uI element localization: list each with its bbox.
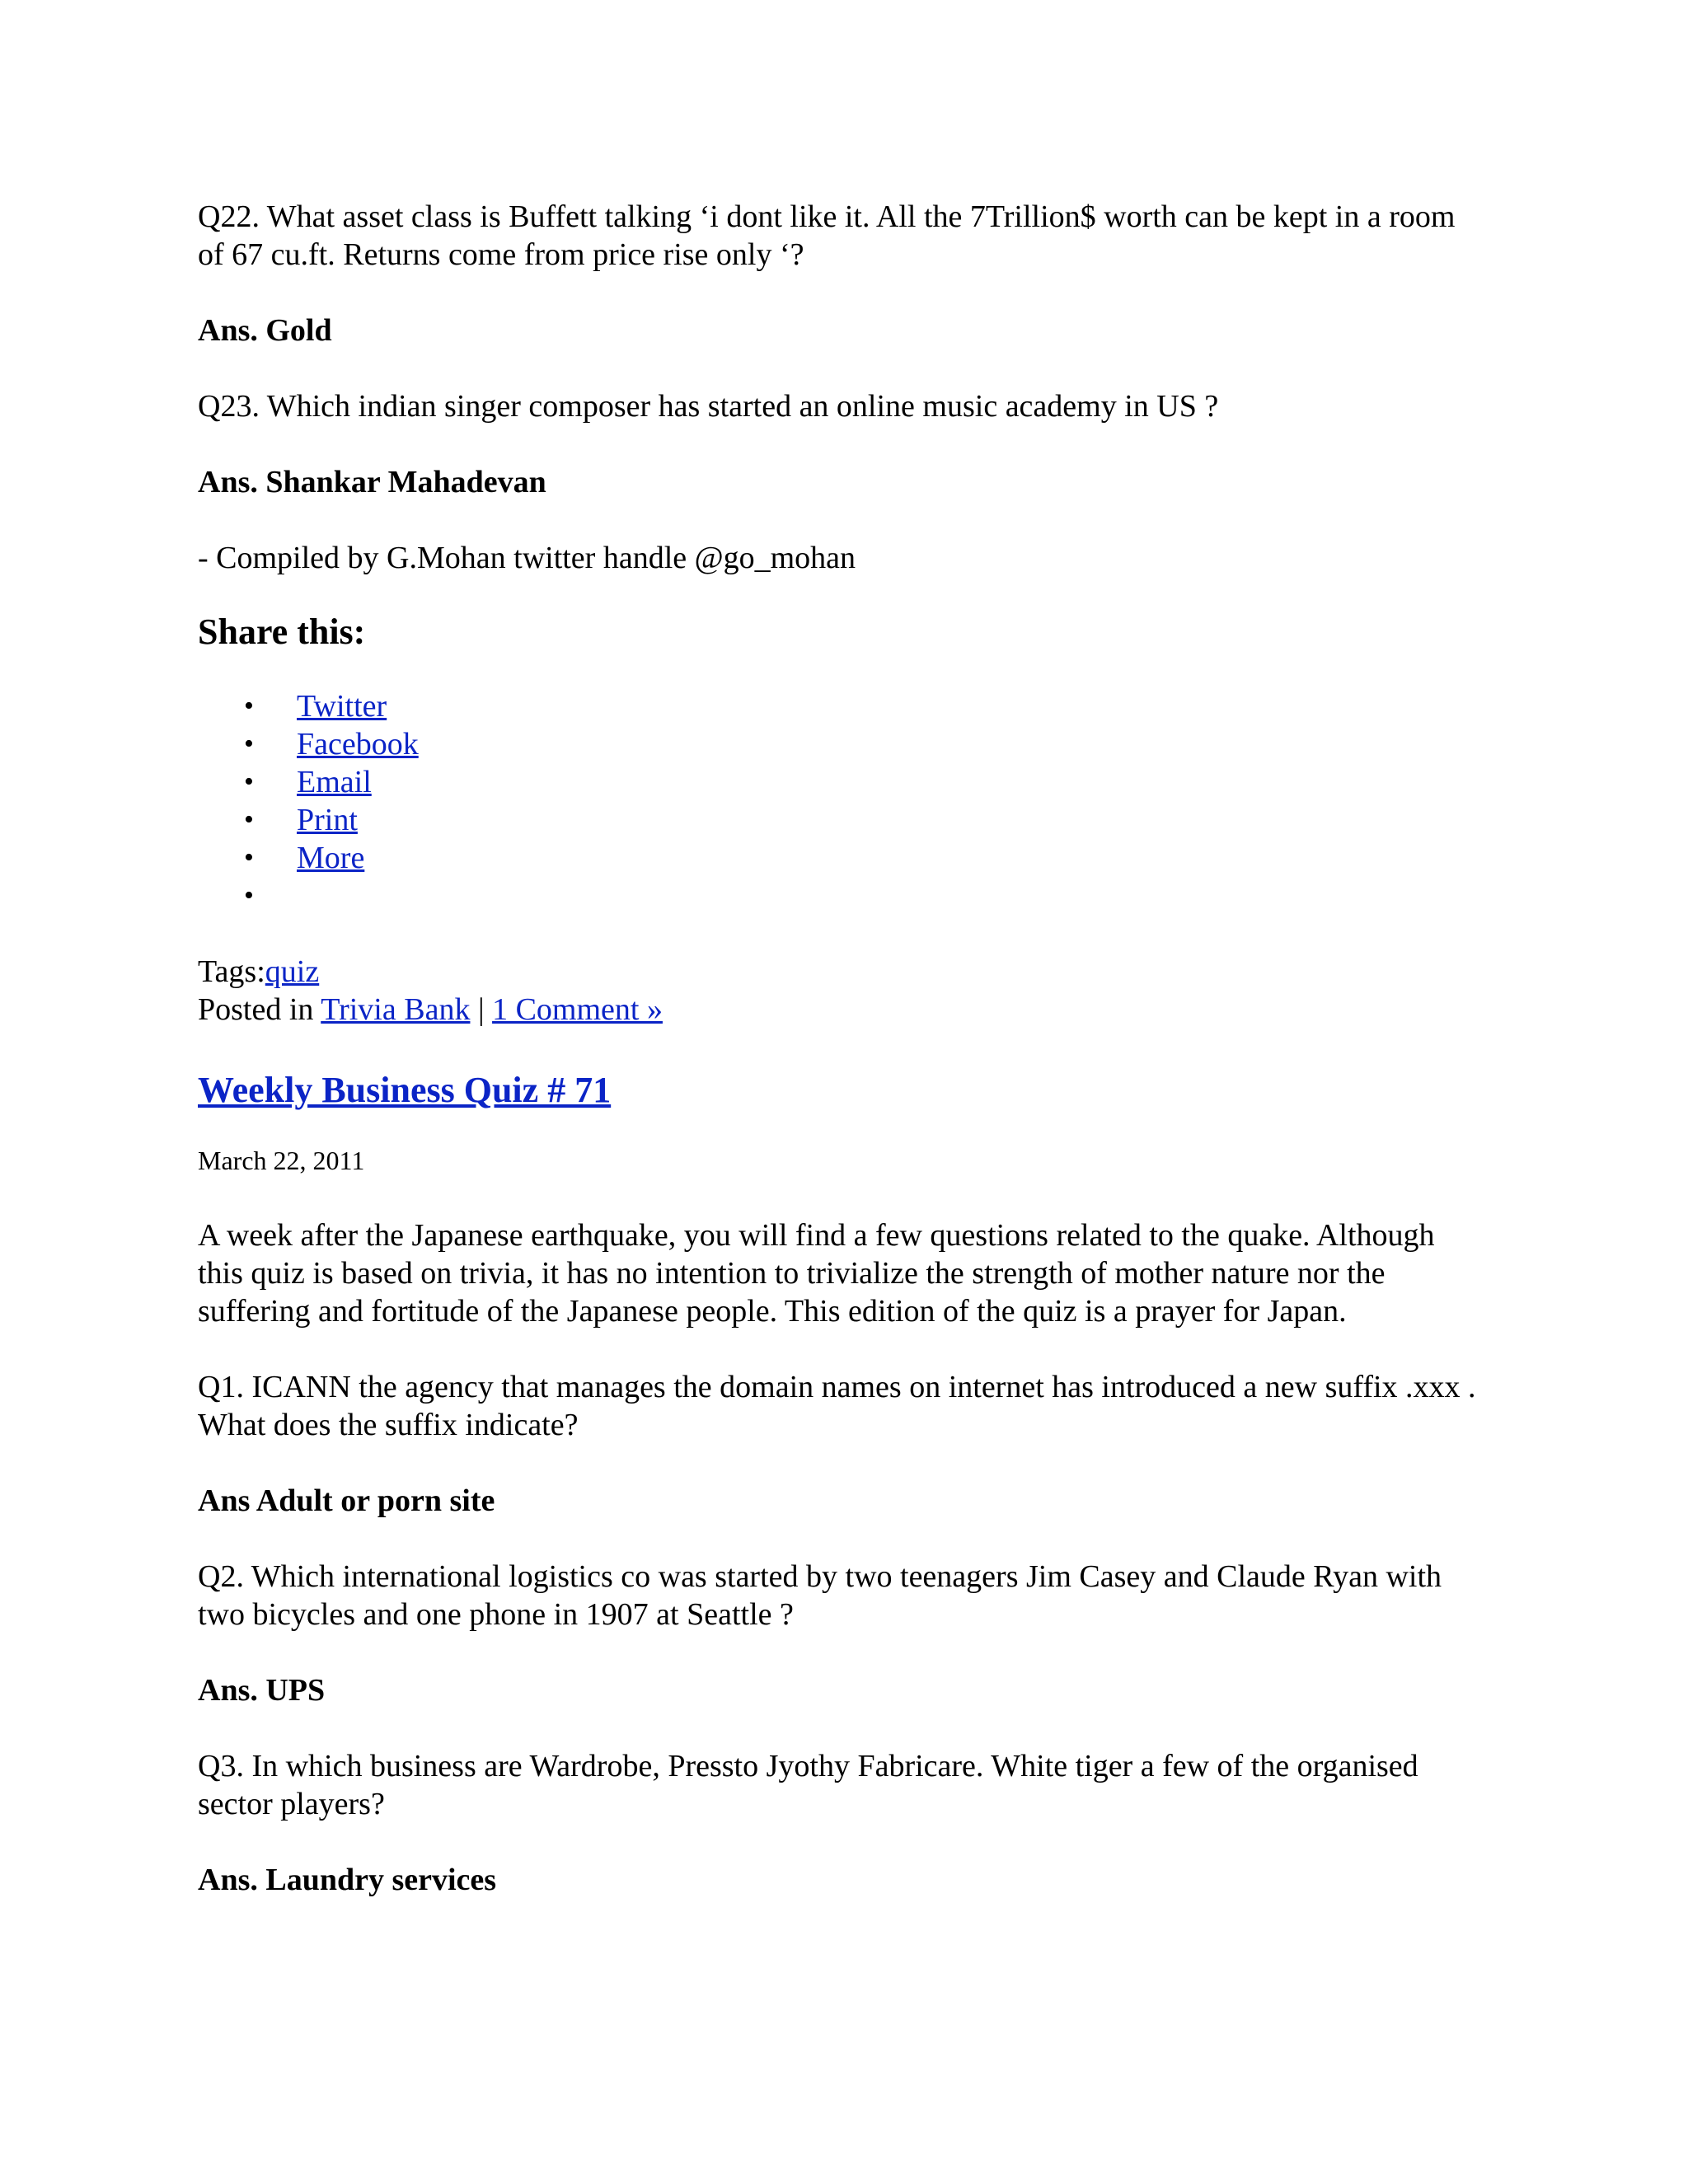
answer-1: Ans Adult or porn site [198, 1483, 495, 1518]
post-title [198, 1068, 1484, 1113]
answer-3: Ans. Laundry services [198, 1863, 497, 1897]
share-more-link[interactable]: More [297, 841, 365, 875]
post-title-link[interactable]: Weekly Business Quiz # 71 [198, 1070, 612, 1110]
bullet-icon: • [244, 804, 254, 835]
bullet-icon: • [244, 691, 254, 721]
tags-line [198, 953, 1484, 991]
bullet-icon: • [244, 842, 254, 873]
share-item-empty [198, 877, 1484, 915]
comments-link[interactable]: 1 Comment » [492, 992, 663, 1027]
tags-label: Tags: [198, 954, 265, 989]
share-item-more [198, 839, 1484, 877]
question-23: Q23. Which indian singer composer has started an online music academy in US ? [198, 389, 1219, 424]
post-meta [198, 953, 1484, 1029]
share-item-facebook [198, 725, 1484, 763]
tag-quiz-link[interactable]: quiz [265, 954, 320, 989]
bullet-icon: • [244, 729, 254, 759]
question-2: Q2. Which international logistics co was started by two teenagers Jim Casey and Claude Ryan with two bicycles and one phone in 1907 at Seattle ? [198, 1559, 1442, 1632]
post-content [198, 198, 1484, 1899]
question-3: Q3. In which business are Wardrobe, Pressto Jyothy Fabricare. White tiger a few of the organised sector players? [198, 1749, 1418, 1821]
share-item-email [198, 763, 1484, 801]
share-email-link[interactable]: Email [297, 765, 372, 799]
share-facebook-link[interactable]: Facebook [297, 727, 419, 762]
share-item-twitter [198, 687, 1484, 725]
post-date: March 22, 2011 [198, 1146, 365, 1175]
compiled-by-credit: - Compiled by G.Mohan twitter handle @go_mohan [198, 541, 856, 575]
post-intro: A week after the Japanese earthquake, you will find a few questions related to the quake. Although this quiz is based on trivia, it has no intention to trivialize the strength of mother nature nor the suffering and fortitude of the Japanese people. This edition of the quiz is a prayer for Japan. [198, 1218, 1435, 1329]
bullet-icon: • [244, 880, 254, 911]
question-22: Q22. What asset class is Buffett talking ‘i dont like it. All the 7Trillion$ worth can be kept in a room of 67 cu.ft. Returns come from price rise only ‘? [198, 199, 1456, 272]
answer-2: Ans. UPS [198, 1673, 326, 1708]
share-print-link[interactable]: Print [297, 803, 358, 837]
bullet-icon: • [244, 766, 254, 797]
answer-23: Ans. Shankar Mahadevan [198, 465, 546, 499]
posted-in-line [198, 991, 1484, 1029]
question-1: Q1. ICANN the agency that manages the domain names on internet has introduced a new suffix .xxx . What does the suffix indicate? [198, 1370, 1476, 1442]
answer-22: Ans. Gold [198, 313, 332, 348]
share-item-print [198, 801, 1484, 839]
share-heading: Share this: [198, 612, 366, 652]
share-twitter-link[interactable]: Twitter [297, 689, 387, 724]
meta-separator: | [470, 992, 493, 1027]
category-trivia-bank-link[interactable]: Trivia Bank [321, 992, 471, 1027]
posted-in-label: Posted in [198, 992, 321, 1027]
share-list [198, 687, 1484, 915]
